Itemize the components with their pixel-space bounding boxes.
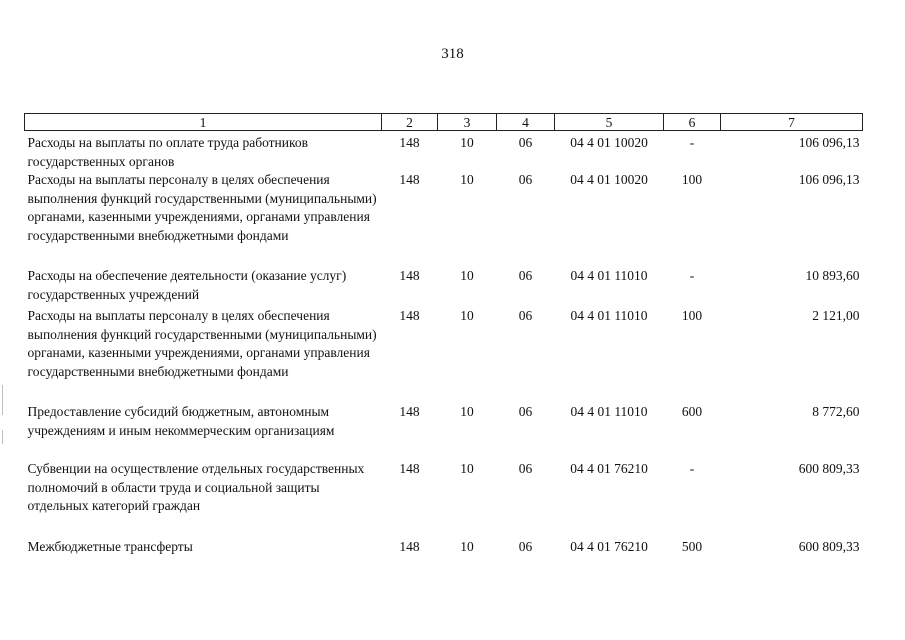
row-section: 10: [460, 135, 474, 150]
row-expense-type: 600: [681, 404, 703, 419]
row-target-article: 04 4 01 11010: [570, 404, 648, 419]
page-number: 318: [441, 46, 464, 62]
row-name: Расходы на выплаты персоналу в целях обеспечения выполнения функций государственными (муниципальными) органами, казенными учреждениями, органами управления государственными внебюджетными фондами: [27, 172, 377, 243]
row-name: Предоставление субсидий бюджетным, автономным учреждениям и иным некоммерческим организациям: [27, 404, 335, 438]
row-ministry-code: 148: [399, 135, 420, 150]
header-col-7: 7: [721, 114, 863, 131]
row-ministry-code: 148: [399, 461, 420, 476]
header-col-6: 6: [664, 114, 721, 131]
row-subsection: 06: [518, 539, 533, 554]
row-amount: 600 809,33: [798, 539, 860, 554]
row-section: 10: [460, 172, 474, 187]
row-name: Субвенции на осуществление отдельных государственных полномочий в области труда и социальной защиты отдельных категорий граждан: [27, 461, 365, 513]
row-subsection: 06: [518, 404, 533, 419]
header-col-4: 4: [497, 114, 555, 131]
row-subsection: 06: [518, 268, 533, 283]
row-amount: 106 096,13: [798, 172, 860, 187]
row-section: 10: [460, 268, 474, 283]
table-row: [25, 403, 863, 460]
table-row: [25, 131, 863, 172]
row-ministry-code: 148: [399, 172, 420, 187]
scan-margin-mark: [2, 430, 3, 444]
row-target-article: 04 4 01 76210: [570, 461, 648, 476]
row-ministry-code: 148: [399, 539, 420, 554]
table-row: [25, 171, 863, 267]
table-row: [25, 267, 863, 307]
row-name: Расходы на выплаты по оплате труда работников государственных органов: [27, 135, 308, 169]
row-amount: 8 772,60: [812, 404, 860, 419]
row-expense-type: 100: [681, 308, 703, 323]
row-name: Расходы на обеспечение деятельности (оказание услуг) государственных учреждений: [27, 268, 347, 302]
budget-table: [24, 113, 863, 562]
row-ministry-code: 148: [399, 404, 420, 419]
row-expense-type: -: [689, 135, 695, 150]
table-row: [25, 307, 863, 403]
row-target-article: 04 4 01 10020: [570, 172, 648, 187]
row-target-article: 04 4 01 11010: [570, 308, 648, 323]
row-target-article: 04 4 01 10020: [570, 135, 648, 150]
row-section: 10: [460, 404, 474, 419]
row-section: 10: [460, 308, 474, 323]
header-col-1: 1: [25, 114, 382, 131]
table-row: [25, 538, 863, 562]
row-name: Расходы на выплаты персоналу в целях обеспечения выполнения функций государственными (муниципальными) органами, казенными учреждениями, органами управления государственными внебюджетными фондами: [27, 308, 377, 379]
row-amount: 600 809,33: [798, 461, 860, 476]
header-col-5: 5: [555, 114, 664, 131]
row-section: 10: [460, 539, 474, 554]
table-header-row: [25, 114, 863, 131]
row-amount: 2 121,00: [812, 308, 860, 323]
row-expense-type: -: [689, 268, 695, 283]
row-amount: 106 096,13: [798, 135, 860, 150]
row-ministry-code: 148: [399, 268, 420, 283]
row-ministry-code: 148: [399, 308, 420, 323]
row-amount: 10 893,60: [805, 268, 860, 283]
row-expense-type: 500: [681, 539, 703, 554]
header-col-2: 2: [382, 114, 438, 131]
table-row: [25, 460, 863, 538]
row-section: 10: [460, 461, 474, 476]
row-subsection: 06: [518, 135, 533, 150]
row-expense-type: 100: [681, 172, 703, 187]
row-subsection: 06: [518, 308, 533, 323]
row-expense-type: -: [689, 461, 695, 476]
header-col-3: 3: [438, 114, 497, 131]
row-target-article: 04 4 01 76210: [570, 539, 648, 554]
row-name: Межбюджетные трансферты: [27, 539, 193, 554]
scan-margin-mark: [2, 385, 3, 415]
row-target-article: 04 4 01 11010: [570, 268, 648, 283]
row-subsection: 06: [518, 172, 533, 187]
row-subsection: 06: [518, 461, 533, 476]
